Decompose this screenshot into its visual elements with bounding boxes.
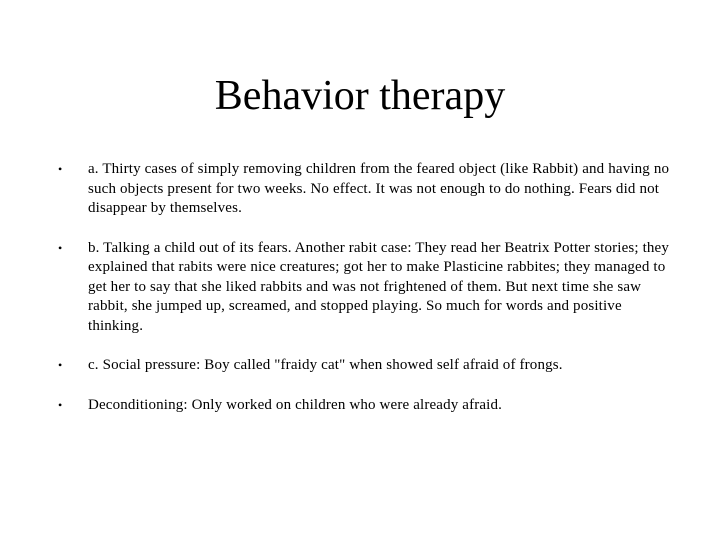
bullet-item	[52, 356, 672, 376]
bullet-marker: •	[58, 162, 63, 176]
bullet-text: b. Talking a child out of its fears. Another rabit case: They read her Beatrix Potter stories; they explained that rabits were nice creatures; got her to make Plasticine rabbites; they managed to get her to say that she liked rabbits and was not frightened of them. But next time she saw rabbit, she jumped up, screamed, and stopped playing. So much for words and positive thinking.	[88, 239, 670, 334]
bullet-marker: •	[58, 397, 63, 412]
bullet-text: c. Social pressure: Boy called "fraidy cat" when showed self afraid of frongs.	[88, 357, 563, 373]
bullet-item	[52, 160, 672, 219]
bullet-item	[52, 396, 672, 416]
bullet-text: Deconditioning: Only worked on children who were already afraid.	[88, 396, 503, 413]
bullet-text: a. Thirty cases of simply removing children from the feared object (like Rabbit) and having no such objects present for two weeks. No effect. It was not enough to do nothing. Fears did not disappear by themselves.	[88, 161, 670, 216]
bullet-marker: •	[58, 240, 63, 255]
bullet-list	[52, 160, 672, 415]
bullet-marker: •	[58, 358, 63, 372]
bullet-item	[52, 239, 672, 337]
slide-title: Behavior therapy	[214, 73, 506, 119]
